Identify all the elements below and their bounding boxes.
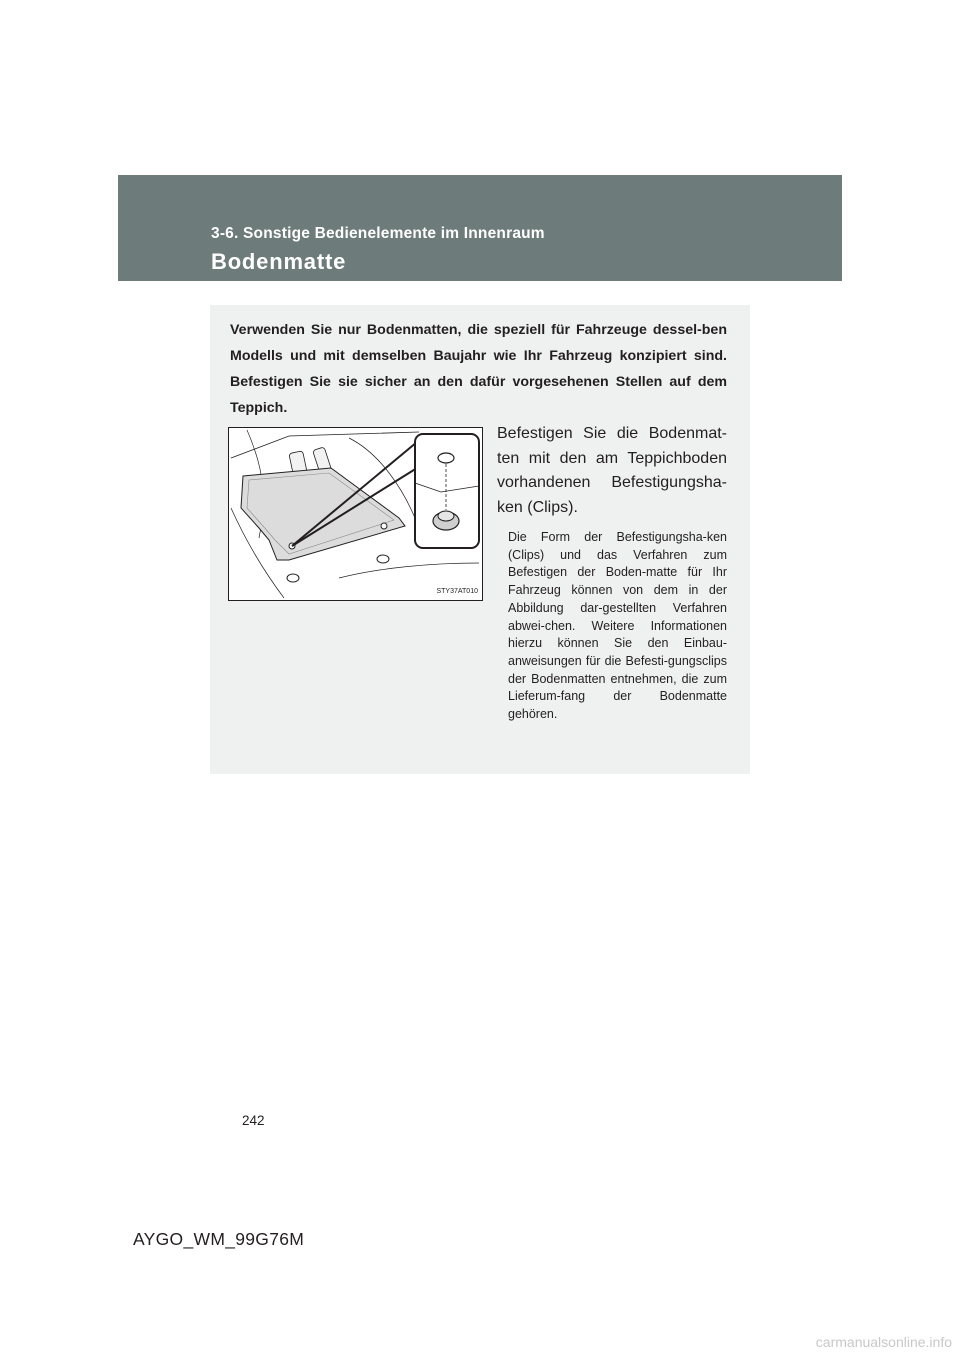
floor-mat bbox=[241, 468, 405, 560]
page-title: Bodenmatte bbox=[211, 249, 347, 274]
watermark: carmanualsonline.info bbox=[815, 1334, 952, 1350]
floor-hook-left bbox=[287, 574, 299, 582]
figure-code: STY37AT010 bbox=[436, 588, 478, 595]
floor-hook-right bbox=[377, 555, 389, 563]
section-label: 3-6. Sonstige Bedienelemente im Innenraum bbox=[211, 225, 545, 242]
floor-mat-clip-illustration bbox=[229, 428, 482, 600]
inset-clip-head bbox=[438, 511, 454, 521]
inset-mat-hole bbox=[438, 453, 454, 463]
document-id: AYGO_WM_99G76M bbox=[133, 1229, 305, 1249]
content-box bbox=[210, 305, 750, 774]
header-band bbox=[118, 175, 842, 281]
page-number: 242 bbox=[242, 1113, 265, 1128]
mat-clip-right bbox=[381, 523, 387, 529]
seat-edge bbox=[339, 563, 479, 578]
intro-paragraph: Verwenden Sie nur Bodenmatten, die speziell für Fahrzeuge dessel-ben Modells und mit demselben Baujahr wie Ihr Fahrzeug konzipiert sind. Befestigen Sie sie sicher an den dafür vorgesehenen Stellen auf dem Teppich. bbox=[230, 322, 727, 416]
instruction-text: Befestigen Sie die Bodenmat-ten mit den am Teppichboden vorhandenen Befestigungsha-ken (Clips). bbox=[497, 425, 727, 516]
note-text: Die Form der Befestigungsha-ken (Clips) und das Verfahren zum Befestigen der Boden-matte für Ihr Fahrzeug können von dem in der Abbildung dar-gestellten Verfahren abwei-chen. Weitere Informationen hierzu können Sie den Einbau-anweisungen für die Befesti-gungsclips der Bodenmatten entnehmen, die zum Lieferum-fang der Bodenmatte gehören. bbox=[508, 530, 727, 722]
floor-mat-figure bbox=[228, 427, 483, 601]
